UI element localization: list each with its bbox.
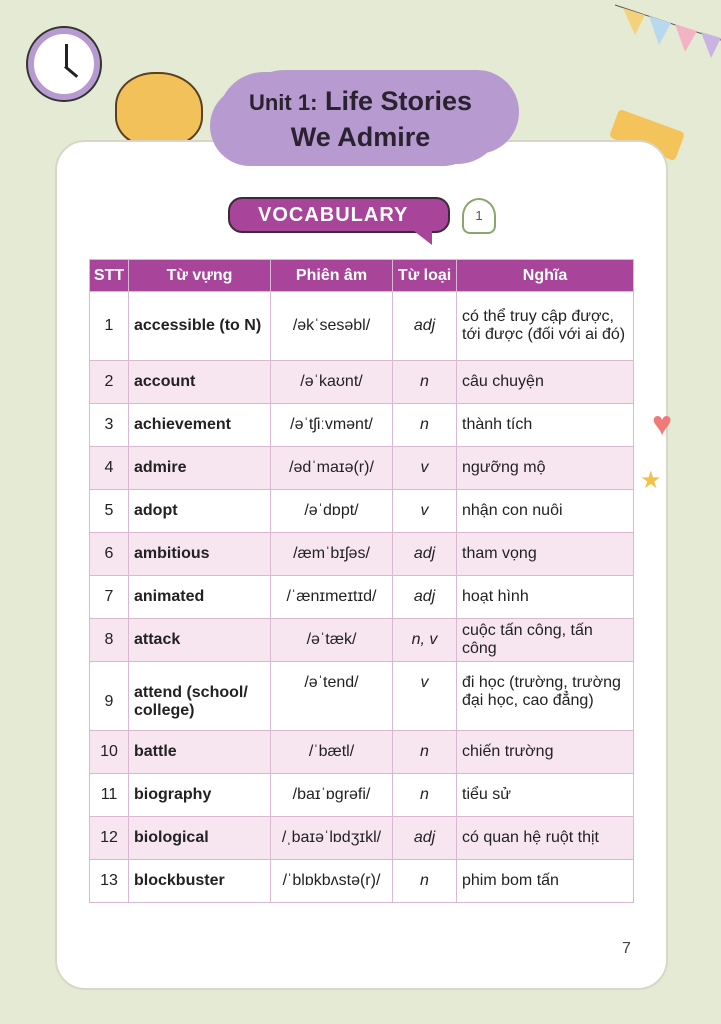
headphones-audio-icon[interactable] xyxy=(462,198,496,234)
row-ipa: /əˈtend/ xyxy=(271,662,393,731)
row-word: adopt xyxy=(129,490,271,533)
table-row xyxy=(90,404,634,447)
col-ipa: Phiên âm xyxy=(271,260,393,292)
audio-track-number: 1 xyxy=(475,208,483,223)
row-type: adj xyxy=(393,817,457,860)
row-word: admire xyxy=(129,447,271,490)
row-type: n xyxy=(393,774,457,817)
row-ipa: /ˈænɪmeɪtɪd/ xyxy=(271,576,393,619)
row-type: n xyxy=(393,361,457,404)
row-number: 3 xyxy=(90,404,129,447)
row-type: n xyxy=(393,860,457,903)
title-line2: We Admire xyxy=(290,122,431,152)
row-ipa: /ˈblɒkbʌstə(r)/ xyxy=(271,860,393,903)
row-type: n, v xyxy=(393,619,457,662)
section-label: VOCABULARY xyxy=(228,197,450,233)
vocabulary-table xyxy=(89,259,634,903)
row-meaning: thành tích xyxy=(457,404,634,447)
row-type: v xyxy=(393,490,457,533)
table-row xyxy=(90,447,634,490)
row-number: 4 xyxy=(90,447,129,490)
row-word: biography xyxy=(129,774,271,817)
row-ipa: /baɪˈɒɡrəfi/ xyxy=(271,774,393,817)
clock-icon xyxy=(28,28,100,100)
row-type: adj xyxy=(393,292,457,361)
row-word: animated xyxy=(129,576,271,619)
row-meaning: có quan hệ ruột thịt xyxy=(457,817,634,860)
row-ipa: /əˈkaʊnt/ xyxy=(271,361,393,404)
col-meaning: Nghĩa xyxy=(457,260,634,292)
row-type: v xyxy=(393,662,457,731)
col-type: Từ loại xyxy=(393,260,457,292)
table-row xyxy=(90,292,634,361)
row-meaning: ngưỡng mộ xyxy=(457,447,634,490)
title-line1: Life Stories xyxy=(324,86,472,116)
table-row xyxy=(90,490,634,533)
table-row xyxy=(90,731,634,774)
bunting-flags-icon xyxy=(615,0,721,60)
star-icon: ★ xyxy=(640,467,662,494)
table-row xyxy=(90,774,634,817)
row-number: 8 xyxy=(90,619,129,662)
row-meaning: câu chuyện xyxy=(457,361,634,404)
row-ipa: /əkˈsesəbl/ xyxy=(271,292,393,361)
row-ipa: /əˈtæk/ xyxy=(271,619,393,662)
row-number: 1 xyxy=(90,292,129,361)
row-ipa: /əˈdɒpt/ xyxy=(271,490,393,533)
row-number: 13 xyxy=(90,860,129,903)
row-word: account xyxy=(129,361,271,404)
row-word: accessible (to N) xyxy=(129,292,271,361)
row-type: n xyxy=(393,731,457,774)
row-number: 12 xyxy=(90,817,129,860)
table-row xyxy=(90,361,634,404)
page-number: 7 xyxy=(622,940,631,957)
row-word: blockbuster xyxy=(129,860,271,903)
table-row xyxy=(90,860,634,903)
table-row xyxy=(90,533,634,576)
row-word: ambitious xyxy=(129,533,271,576)
row-number: 5 xyxy=(90,490,129,533)
table-row xyxy=(90,576,634,619)
row-type: adj xyxy=(393,576,457,619)
row-type: adj xyxy=(393,533,457,576)
row-meaning: có thể truy cập được, tới được (đối với ai đó) xyxy=(457,292,634,361)
row-meaning: đi học (trường, trường đại học, cao đẳng) xyxy=(457,662,634,731)
table-header xyxy=(90,260,634,292)
row-meaning: phim bom tấn xyxy=(457,860,634,903)
row-type: n xyxy=(393,404,457,447)
row-ipa: /əˈtʃiːvmənt/ xyxy=(271,404,393,447)
col-stt: STT xyxy=(90,260,129,292)
row-meaning: tham vọng xyxy=(457,533,634,576)
row-meaning: nhận con nuôi xyxy=(457,490,634,533)
heart-icon: ♥ xyxy=(652,405,673,443)
row-word: achievement xyxy=(129,404,271,447)
unit-number: Unit 1: xyxy=(248,90,318,115)
row-word: attend (school/ college) xyxy=(129,662,271,731)
row-number: 7 xyxy=(90,576,129,619)
row-number: 11 xyxy=(90,774,129,817)
shiba-dog-illustration xyxy=(115,72,203,147)
row-number: 2 xyxy=(90,361,129,404)
row-meaning: chiến trường xyxy=(457,731,634,774)
row-meaning: hoạt hình xyxy=(457,576,634,619)
row-word: battle xyxy=(129,731,271,774)
row-ipa: /ˈbætl/ xyxy=(271,731,393,774)
row-ipa: /æmˈbɪʃəs/ xyxy=(271,533,393,576)
row-word: attack xyxy=(129,619,271,662)
col-word: Từ vựng xyxy=(129,260,271,292)
unit-title xyxy=(218,84,503,154)
row-number: 10 xyxy=(90,731,129,774)
row-ipa: /ˌbaɪəˈlɒdʒɪkl/ xyxy=(271,817,393,860)
row-meaning: cuộc tấn công, tấn công xyxy=(457,619,634,662)
table-row xyxy=(90,662,634,731)
table-row xyxy=(90,817,634,860)
table-row xyxy=(90,619,634,662)
row-number: 6 xyxy=(90,533,129,576)
row-number: 9 xyxy=(90,662,129,731)
row-meaning: tiểu sử xyxy=(457,774,634,817)
row-ipa: /ədˈmaɪə(r)/ xyxy=(271,447,393,490)
row-word: biological xyxy=(129,817,271,860)
row-type: v xyxy=(393,447,457,490)
